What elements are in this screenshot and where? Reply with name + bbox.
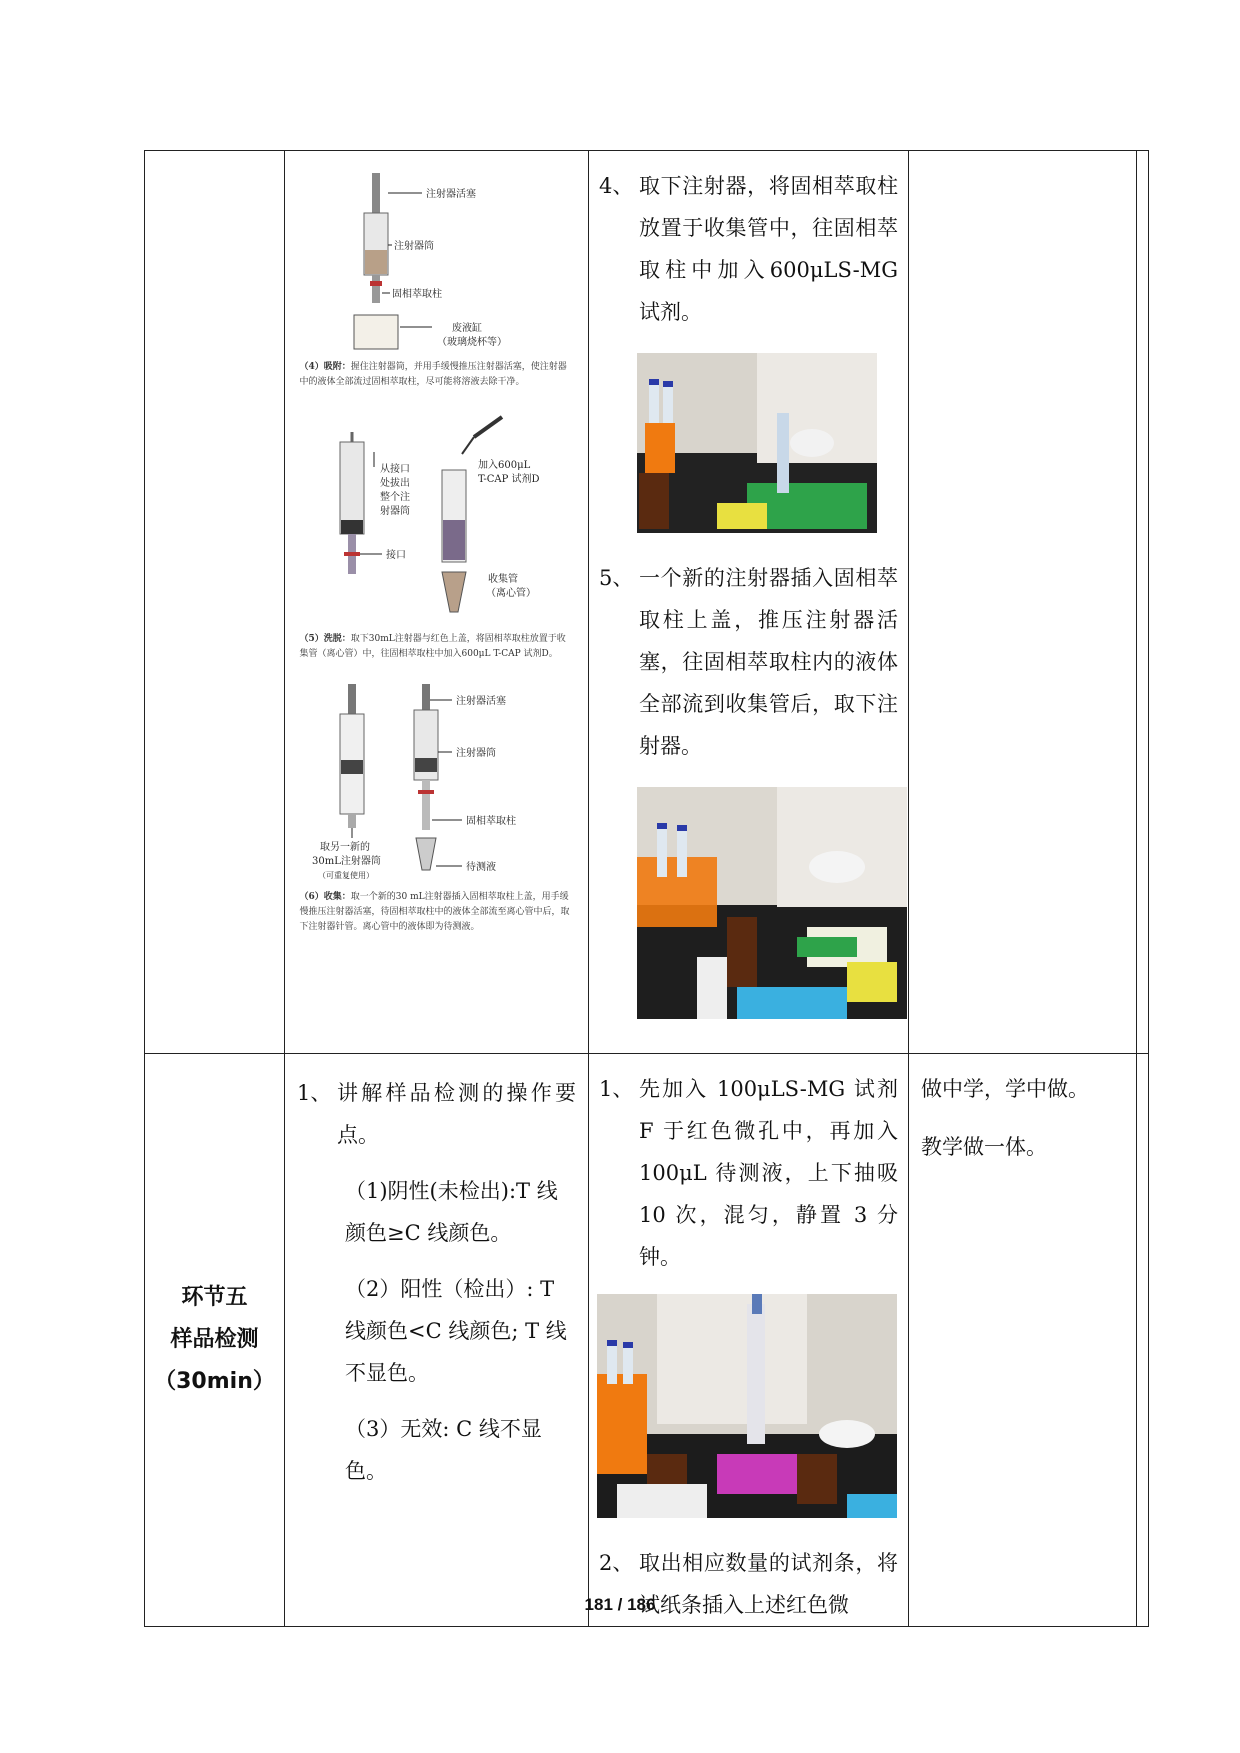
fig3-label: 30mL注射器筒 (311, 856, 381, 867)
margin-cell (1137, 151, 1149, 1054)
step-item: 4、 取下注射器，将固相萃取柱放置于收集管中，往固相萃取柱中加入600μLS-MG 试剂。 (599, 174, 898, 324)
fig1-label: 注射器筒 (393, 241, 434, 252)
result-rule-positive: （2）阳性（检出）: T 线颜色<C 线颜色; T 线不显色。 (345, 1277, 567, 1385)
fig2-caption: （5）洗脱：取下30mL注射器与红色上盖，将固相萃取柱放置于收集管（离心管）中，往固相萃取柱中加入600μL T-CAP 试剂D。 (299, 634, 566, 659)
fig2-label: T-CAP 试剂D (477, 474, 540, 485)
fig1-label: （玻璃烧杯等） (436, 337, 507, 348)
stage-cell (145, 1054, 285, 1627)
lab-photo (637, 787, 907, 1019)
stage-cell-empty (145, 151, 285, 1054)
fig3-caption: （6）收集：取一个新的30 mL注射器插入固相萃取柱上盖，用手缓慢推压注射器活塞，待固相萃取柱中的液体全部流至离心管中后，取下注射器针管。离心管中的液体即为待测液。 (299, 892, 570, 932)
syringe-adsorption-diagram (292, 165, 582, 380)
fig3-label: 注射器筒 (455, 748, 496, 759)
notes-cell (909, 151, 1137, 1054)
fig3-label: 取另一新的 (319, 842, 370, 853)
result-rule-negative: （1)阴性(未检出):T 线颜色≥C 线颜色。 (345, 1179, 558, 1245)
diagram-cell (285, 151, 589, 1054)
student-activity-cell (589, 1054, 909, 1627)
step-item: 1、 先加入 100μLS-MG 试剂 F 于红色微孔中，再加入100μL 待测液，上下抽吸10 次，混匀，静置 3 分钟。 (599, 1077, 898, 1269)
stage-title: 环节五 (181, 1285, 248, 1310)
syringe-collection-diagram (292, 680, 582, 890)
fig2-label: 处拔出 (379, 478, 410, 489)
fig3-label: 注射器活塞 (455, 696, 506, 707)
fig2-label: 从接口 (379, 464, 410, 475)
table-row (145, 1054, 1149, 1627)
notes-cell (909, 1054, 1137, 1627)
note-line: 做中学，学中做。 (921, 1077, 1089, 1101)
fig2-label: 整个注 (379, 492, 410, 503)
fig3-label: 待测液 (465, 862, 496, 873)
fig3-label: （可重复使用） (317, 871, 374, 880)
syringe-elution-figure (292, 412, 582, 662)
student-activity-cell (589, 151, 909, 1054)
note-line: 教学做一体。 (921, 1135, 1047, 1159)
fig2-label: 收集管 (487, 574, 518, 585)
fig1-caption: （4）吸附：握住注射器筒，并用手缓慢推压注射器活塞，使注射器中的液体全部流过固相萃取柱，尽可能将溶液去除干净。 (299, 362, 567, 387)
lab-photo (637, 353, 877, 533)
fig2-label: （离心管） (485, 588, 536, 599)
fig2-label: 接口 (385, 550, 406, 561)
fig2-label: 加入600μL (477, 460, 530, 471)
fig1-label: 固相萃取柱 (391, 289, 442, 300)
page-number: 181 / 186 (584, 1595, 656, 1614)
fig2-label: 射器筒 (379, 506, 410, 517)
result-rule-invalid: （3）无效: C 线不显色。 (345, 1417, 542, 1483)
table-row (145, 151, 1149, 1054)
fig1-label: 注射器活塞 (425, 189, 476, 200)
stage-subtitle: 样品检测 (170, 1327, 259, 1352)
lesson-table (144, 150, 1149, 1627)
lab-photo (597, 1294, 897, 1518)
step-item: 2、 取出相应数量的试剂条，将试纸条插入上述红色微 (599, 1551, 898, 1617)
fig3-label: 固相萃取柱 (465, 816, 516, 827)
margin-cell (1137, 1054, 1149, 1627)
syringe-adsorption-figure (292, 165, 582, 390)
teach-item: 1、 讲解样品检测的操作要点。 (297, 1081, 576, 1147)
syringe-collection-figure (292, 680, 582, 935)
fig1-label: 废液缸 (451, 323, 482, 334)
teacher-activity-cell (285, 1054, 589, 1627)
step-item: 5、 一个新的注射器插入固相萃取柱上盖，推压注射器活塞，往固相萃取柱内的液体全部流到收集管后，取下注射器。 (599, 566, 898, 758)
syringe-elution-diagram (292, 412, 582, 632)
stage-duration: （30min） (154, 1369, 275, 1394)
